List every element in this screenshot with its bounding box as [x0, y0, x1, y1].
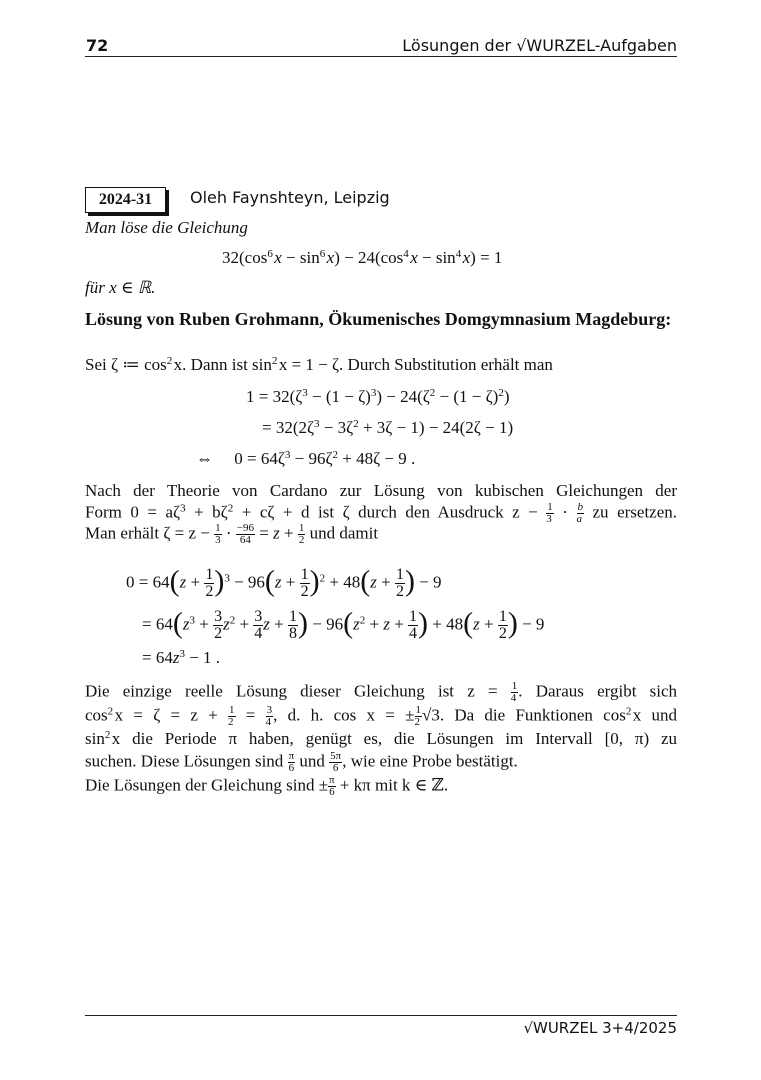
expansion-line-3: = $64z^3 - 1$ .	[142, 648, 221, 667]
solution-paragraph-2-line-1: Nach der Theorie von Cardano zur Lösung von kubischen Gleichungen der	[85, 481, 677, 500]
substitution-line-2: = $32(2\zeta^3 - 3\zeta^2 + 3\zeta - 1) - 24(2\zeta - 1)$	[262, 418, 514, 437]
page-number: 72	[86, 36, 109, 55]
statement-intro: Man löse die Gleichung	[85, 218, 248, 237]
expansion-line-1: 0 = 64(z + $\frac{1}{2}$ )$^3$ − 96(z + $\frac{1}{2}$ )$^2$ + 48(z + $\frac{1}{2}$ ) − 9	[126, 564, 442, 600]
substitution-line-1: $1 = 32(\zeta^3 - (1 - \zeta)^3) - 24(\zeta^2 - (1 - \zeta)^2)$	[246, 387, 510, 406]
solution-paragraph-3-line-1: Die einzige reelle Lösung dieser Gleichung ist z = $\frac{1}{4}$ . Daraus ergibt sich	[85, 680, 678, 704]
solution-paragraph-3-line-4: suchen. Diese Lösungen sind $\frac{\pi}{6}$ und $\frac{5\pi}{6}$ , wie eine Probe bestätigt.	[85, 750, 518, 774]
running-head: Lösungen der √WURZEL-Aufgaben	[402, 36, 677, 55]
solution-paragraph-2-line-2: Form $0 = a\zeta^3 + b\zeta^2 + c\zeta + d$ ist ζ durch den Ausdruck z − $\frac{1}{3}$ · $\frac{b}{a}$ zu ersetzen.	[85, 501, 678, 525]
footer-rule	[85, 1015, 677, 1016]
solution-paragraph-3-line-3: $\sin^2$ x die Periode π haben, genügt es, die Lösungen im Intervall [0, π) zu	[85, 729, 677, 748]
main-equation: $32(\cos^6$ $x - \sin^6$ $x) - 24(\cos^4$ $x - \sin^4$ x) = 1	[222, 248, 503, 267]
problem-number-badge: 2024-31	[85, 187, 166, 213]
header-rule	[85, 56, 677, 57]
problem-author: Oleh Faynshteyn, Leipzig	[190, 188, 390, 207]
solution-heading: Lösung von Ruben Grohmann, Ökumenisches Domgymnasium Magdeburg:	[85, 309, 672, 329]
statement-domain: für x ∈ ℝ.	[85, 278, 156, 297]
expansion-line-2: = $64(z^3$ + $\frac{3}{2}$ $z^2$ + $\frac{3}{4}$ z + $\frac{1}{8}$ ) − $96(z^2 + z$ + $\frac{1}{4}$ ) + 48(z + $\frac{1}{2}$ ) − 9	[142, 606, 545, 642]
solution-paragraph-1: Sei ζ ≔ $\cos^2$ x. Dann ist $\sin^2$ x = 1 − ζ. Durch Substitution erhält man	[85, 355, 553, 374]
footer-journal: √WURZEL 3+4/2025	[523, 1019, 677, 1037]
solution-conclusion: Die Lösungen der Gleichung sind ± $\frac{\pi}{6}$ + kπ mit k ∈ ℤ.	[85, 774, 449, 798]
substitution-line-3: ⇔ $0 = 64\zeta^3 - 96\zeta^2 + 48\zeta - 9$ .	[196, 449, 416, 468]
solution-paragraph-2-line-3: Man erhält ζ = z − $\frac{1}{3}$ · $\frac{-96}{64}$ = z + $\frac{1}{2}$ und damit	[85, 522, 379, 546]
solution-paragraph-3-line-2: $\cos^2$ x = ζ = z + $\frac{1}{2}$ = $\frac{3}{4}$ , d. h. cos x = ± $\frac{1}{2}$ √3. Da die Funktionen $\cos^2$ x und	[85, 704, 677, 728]
